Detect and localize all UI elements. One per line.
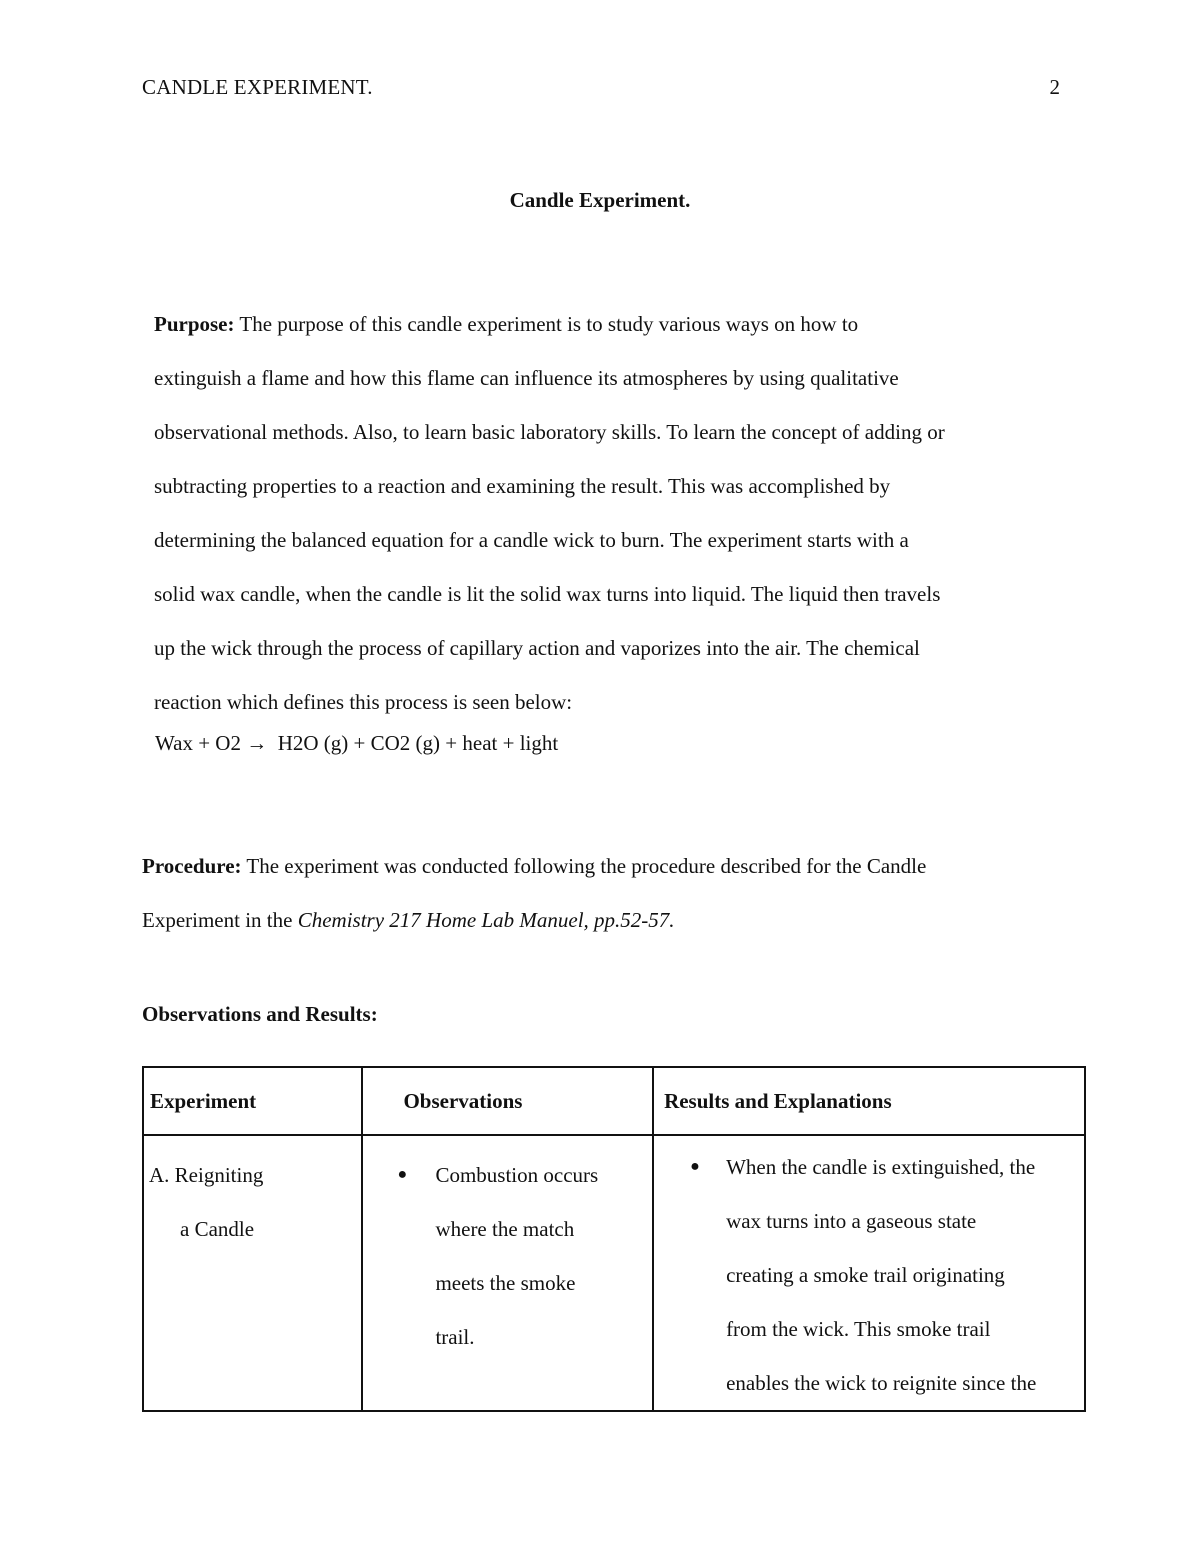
table-header-row [143, 1067, 1085, 1135]
procedure-line-2 [142, 893, 1082, 947]
purpose-label: Purpose: [154, 312, 235, 336]
header-experiment: Experiment [143, 1067, 362, 1135]
bullet-icon: ● [397, 1166, 408, 1183]
page-number: 2 [1049, 75, 1060, 99]
document-title: Candle Experiment. [509, 188, 691, 212]
result-line: creating a smoke trail originating [726, 1263, 1005, 1287]
purpose-line-5: determining the balanced equation for a candle wick to burn. The experiment starts with a [154, 528, 909, 552]
result-cell [653, 1135, 1085, 1411]
purpose-line-1 [154, 297, 1074, 351]
observation-cell [362, 1135, 653, 1411]
result-text [726, 1140, 1084, 1410]
header-observations: Observations [362, 1067, 653, 1135]
procedure-section [142, 839, 1082, 947]
results-table [142, 1066, 1086, 1412]
bullet-icon: ● [690, 1158, 700, 1175]
result-bullet [654, 1136, 1084, 1410]
purpose-line-3: observational methods. Also, to learn basic laboratory skills. To learn the concept of adding or [154, 420, 945, 444]
procedure-line-1 [142, 839, 1082, 893]
observation-line: trail. [435, 1325, 475, 1349]
experiment-cell [143, 1135, 362, 1411]
result-line: from the wick. This smoke trail [726, 1317, 991, 1341]
chemical-equation: Wax + O2 → H2O (g) + CO2 (g) + heat + light [155, 731, 559, 755]
purpose-section [154, 297, 1074, 729]
running-head: CANDLE EXPERIMENT. [142, 75, 373, 99]
observation-bullet [363, 1136, 652, 1364]
observation-line: where the match [435, 1217, 575, 1241]
procedure-label: Procedure: [142, 854, 242, 878]
purpose-text: The purpose of this candle experiment is to study various ways on how to [234, 312, 859, 336]
table-row [143, 1135, 1085, 1411]
purpose-line-6: solid wax candle, when the candle is lit the solid wax turns into liquid. The liquid then travels [154, 582, 941, 606]
purpose-line-7: up the wick through the process of capillary action and vaporizes into the air. The chemical [154, 636, 920, 660]
observation-line: Combustion occurs [435, 1163, 599, 1187]
result-line: When the candle is extinguished, the [726, 1155, 1036, 1179]
observation-text [435, 1148, 652, 1364]
result-line: enables the wick to reignite since the [726, 1371, 1037, 1395]
purpose-line-2: extinguish a flame and how this flame can influence its atmospheres by using qualitative [154, 366, 899, 390]
purpose-line-4: subtracting properties to a reaction and examining the result. This was accomplished by [154, 474, 891, 498]
purpose-line-8: reaction which defines this process is seen below: [154, 690, 573, 714]
header-results: Results and Explanations [653, 1067, 1085, 1135]
observation-line: meets the smoke [435, 1271, 576, 1295]
lab-manual-citation: Chemistry 217 Home Lab Manuel, pp.52-57. [297, 908, 675, 932]
result-line: wax turns into a gaseous state [726, 1209, 977, 1233]
procedure-text: The experiment was conducted following the procedure described for the Candle [241, 854, 927, 878]
experiment-name-line-1: A. Reigniting [149, 1163, 264, 1187]
procedure-prefix: Experiment in the [142, 908, 298, 932]
observations-heading: Observations and Results: [142, 1002, 378, 1026]
experiment-name-line-2: a Candle [180, 1217, 255, 1241]
